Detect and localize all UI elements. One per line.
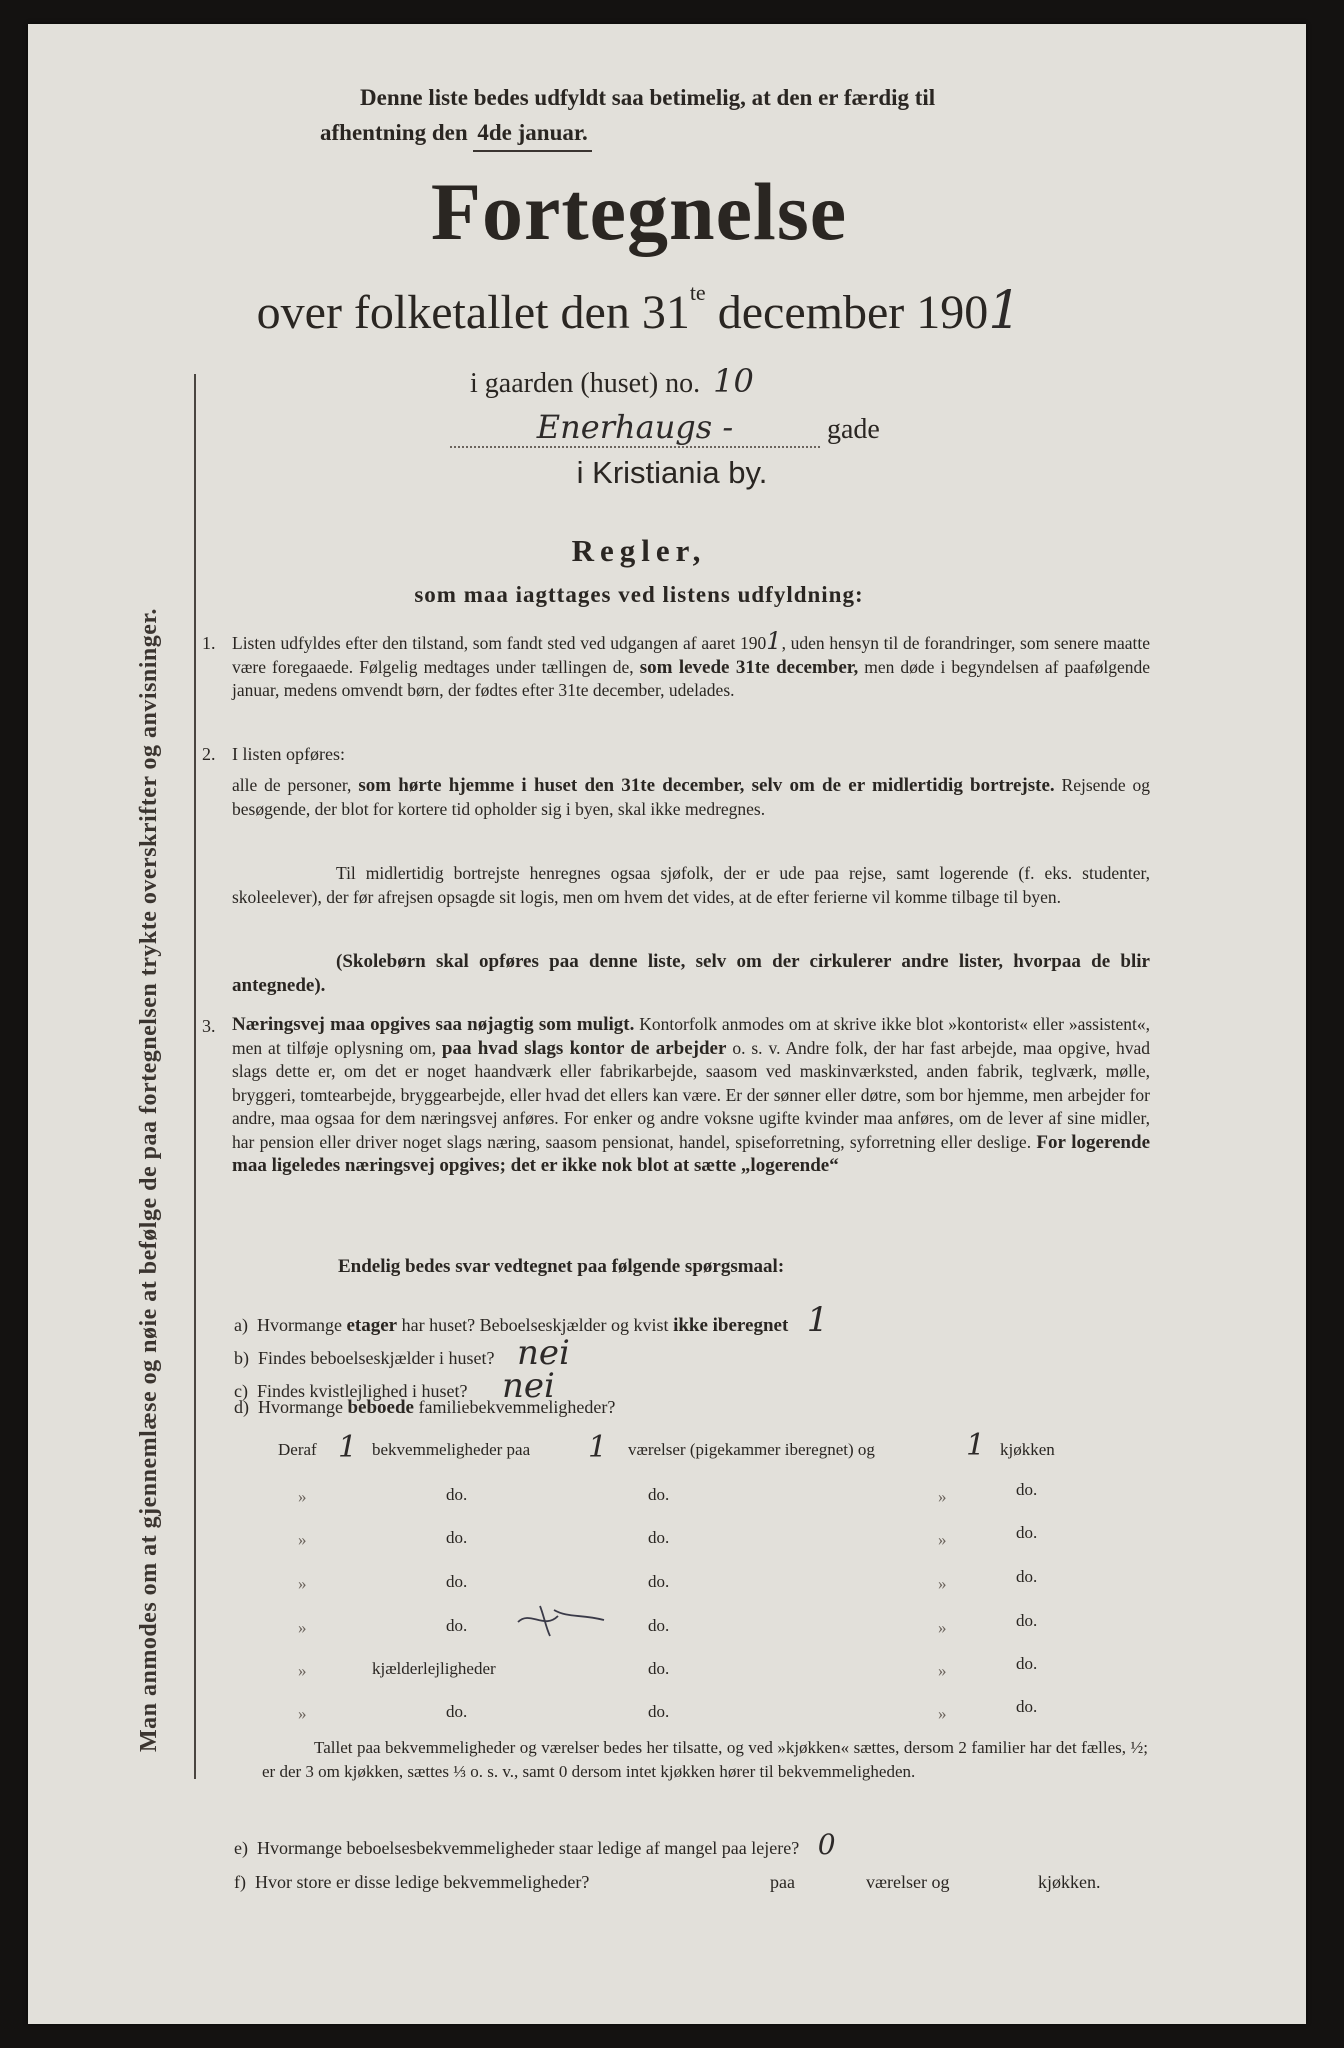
deraf-suffix: kjøkken <box>1000 1440 1055 1459</box>
row-5-col-a: kjælderlejligheder <box>372 1659 496 1678</box>
deraf-mid-2: værelser (pigekammer iberegnet) og <box>628 1440 875 1459</box>
question-f <box>234 1872 589 1893</box>
notice-line-2 <box>320 115 935 152</box>
row-1-ditto-mark-2: » <box>938 1487 947 1506</box>
question-d-t1: Hvormange <box>258 1397 343 1417</box>
handwritten-house-number: 10 <box>713 362 754 400</box>
question-f-label: f) <box>234 1872 246 1892</box>
address-street <box>450 408 880 448</box>
rule-1-number: 1. <box>202 633 216 653</box>
notice-line-1: Denne liste bedes udfyldt saa betimelig, at den er færdig til <box>360 85 936 110</box>
question-d-bold: beboede <box>347 1397 414 1418</box>
question-c-text: Findes kvistlejlighed i huset? <box>256 1381 468 1401</box>
page-title: Fortegnelse <box>430 166 848 257</box>
rule-3-number: 3. <box>202 1016 216 1036</box>
row-1-col-a: do. <box>446 1485 468 1504</box>
rule-1-text <box>232 627 1151 703</box>
page-subtitle <box>0 280 1278 341</box>
question-a-t2: har huset? Beboelseskjælder og kvist <box>401 1315 669 1335</box>
scribble-mark <box>510 1600 610 1640</box>
notice-date: 4de januar. <box>473 115 591 152</box>
question-d <box>234 1397 615 1419</box>
rule-2-number: 2. <box>202 744 216 764</box>
question-f-text: Hvor store er disse ledige bekvemmeligheder? <box>255 1872 590 1892</box>
handwritten-year-rule-1: 1 <box>766 627 782 655</box>
address-gaarden <box>470 362 754 400</box>
rules-heading: Regler, <box>571 533 707 568</box>
row-1-ditto-mark: » <box>298 1487 307 1506</box>
answer-c-handwritten: nei <box>501 1366 555 1406</box>
deraf-n1-handwritten: 1 <box>338 1430 358 1465</box>
deraf-prefix: Deraf <box>278 1440 317 1459</box>
deadline-notice <box>320 80 935 152</box>
questions-intro: Endelig bedes svar vedtegnet paa følgende spørgsmaal: <box>338 1256 785 1277</box>
row-3-ditto-mark-2: » <box>938 1574 947 1593</box>
rule-2-para-3: (Skolebørn skal opføres paa denne liste, selv om der cirkulerer andre lister, hvorpaa de blir antegnede). <box>232 951 1150 996</box>
row-3-col-a: do. <box>446 1572 468 1591</box>
question-a-t1: Hvormange <box>256 1315 342 1335</box>
rule-2-t2: Rejsende og besøgende, der blot for kortere tid opholder sig i byen, skal ikke medregnes. <box>232 775 1151 819</box>
row-6-col-b: do. <box>648 1702 670 1721</box>
gade-label: gade <box>827 414 880 445</box>
deraf-mid-1: bekvemmeligheder paa <box>372 1440 531 1459</box>
row-5-ditto-mark: » <box>298 1661 307 1680</box>
notice-prefix: afhentning den <box>320 120 468 145</box>
rule-3-bold-2: paa hvad slags kontor de arbejder <box>441 1037 727 1059</box>
question-f-vaer: værelser og <box>866 1872 950 1892</box>
row-5-col-d: do. <box>1016 1654 1038 1673</box>
question-a-bold: etager <box>346 1315 398 1336</box>
row-6-col-a: do. <box>446 1702 468 1721</box>
deraf-n2-handwritten: 1 <box>588 1430 608 1465</box>
row-3-ditto-mark: » <box>298 1574 307 1593</box>
handwritten-street: Enerhaugs - <box>450 408 820 448</box>
answer-b-handwritten: nei <box>516 1333 570 1373</box>
question-e <box>234 1828 836 1861</box>
question-e-label: e) <box>234 1838 248 1858</box>
row-6-col-d: do. <box>1016 1697 1038 1716</box>
question-f-kj: kjøkken. <box>1038 1872 1101 1892</box>
question-a-bold-2: ikke iberegnet <box>673 1315 789 1336</box>
handwritten-year: 1 <box>988 281 1022 341</box>
subtitle-sup: te <box>689 280 706 305</box>
row-4-col-a: do. <box>446 1616 468 1635</box>
rule-3-bold-1: Næringsvej maa opgives saa nøjagtig som muligt. <box>232 1014 635 1035</box>
rule-2-t1: alle de personer, <box>232 775 352 795</box>
row-5-col-b: do. <box>648 1659 670 1678</box>
rule-1-t1: Listen udfyldes efter den tilstand, som fandt sted ved udgangen af aaret 190 <box>232 633 767 653</box>
row-4-col-b: do. <box>648 1616 670 1635</box>
rule-3-t1: Kontorfolk anmodes om at skrive ikke blot »kontorist« eller »assistent«, men at tilføje oplysning om, <box>232 1014 1150 1058</box>
answer-e-handwritten: 0 <box>817 1828 836 1861</box>
side-instruction: Man anmodes om at gjennemlæse og nøie at befølge de paa fortegnelsen trykte overskrifter og anvisninger. <box>136 608 162 1752</box>
subtitle-prefix: over folketallet den 31 <box>256 286 690 339</box>
question-c-label: c) <box>234 1381 248 1401</box>
row-1-col-d: do. <box>1016 1480 1038 1499</box>
row-2-col-b: do. <box>648 1528 670 1547</box>
kitchen-note: Tallet paa bekvemmeligheder og værelser bedes her tilsatte, og ved »kjøkken« sættes, dersom 2 familier har det fælles, ½; er der 3 om kjøkken, sættes ⅓ o. s. v., samt 0 dersom intet kjøkken hører til bekvemmeligheden. <box>262 1738 1148 1781</box>
city-line: i Kristiania by. <box>576 455 768 490</box>
rule-3-bold-3: For logerende maa ligeledes næringsvej opgives; det er ikke nok blot at sætte „logerende“ <box>232 1131 1150 1176</box>
rule-1-bold: som levede 31te december, <box>639 656 859 678</box>
rule-1-t2: , uden hensyn til de forandringer, som senere maatte være foregaaede. Følgelig medtages under tællingen de, <box>232 633 1150 677</box>
row-6-ditto-mark: » <box>298 1704 307 1723</box>
rule-3-t2: o. s. v. Andre folk, der har fast arbejde, maa opgive, hvad slags dette er, om det er noget haandværk eller fabrikarbejde, saasom ved maskinværksted, anden fabrik, teglværk, mølle, bryggeri, tomtearbejde, bryggearbejde, eller hvad det ellers kan være. Er der sønner eller døtre, som bor hjemme, men arbejder for andre, maa ogsaa for dem næringsvej anføres. For enker og andre voksne ugifte kvinder maa anføres, om de lever af sine midler, har pension eller driver noget slags næring, saasom pensionat, handel, spiseforretning, syforretning eller deslige. <box>232 1037 1151 1152</box>
row-2-col-d: do. <box>1016 1523 1038 1542</box>
deraf-n3-handwritten: 1 <box>966 1428 986 1463</box>
rule-2-head: I listen opføres: <box>232 744 345 764</box>
row-2-col-a: do. <box>446 1528 468 1547</box>
question-b-text: Findes beboelseskjælder i huset? <box>258 1348 495 1368</box>
question-d-t2: familiebekvemmeligheder? <box>418 1397 616 1417</box>
rule-2-text <box>232 774 1150 821</box>
row-3-col-d: do. <box>1016 1567 1038 1586</box>
question-a-label: a) <box>234 1315 248 1335</box>
row-4-ditto-mark-2: » <box>938 1618 947 1637</box>
row-4-col-d: do. <box>1016 1611 1038 1630</box>
question-e-text: Hvormange beboelsesbekvemmeligheder staar ledige af mangel paa lejere? <box>256 1838 800 1858</box>
rules-subheading: som maa iagttages ved listens udfyldning: <box>414 582 864 607</box>
row-3-col-b: do. <box>648 1572 670 1591</box>
answer-a-handwritten: 1 <box>806 1300 829 1340</box>
question-f-paa: paa <box>770 1872 795 1892</box>
row-2-ditto-mark: » <box>298 1530 307 1549</box>
question-b-label: b) <box>234 1348 249 1368</box>
row-2-ditto-mark-2: » <box>938 1530 947 1549</box>
row-4-ditto-mark: » <box>298 1618 307 1637</box>
rule-3-text <box>232 1013 1150 1178</box>
rule-2-bold: som hørte hjemme i huset den 31te december, selv om de er midlertidig bortrejste. <box>358 775 1055 796</box>
rule-2-para-2: Til midlertidig bortrejste henregnes ogsaa sjøfolk, der er ude paa rejse, samt logerende (f. eks. studenter, skoleelever), der før afrejsen opsagde sit logis, men om hvem det vides, at de efter ferierne vil komme tilbage til byen. <box>232 863 1150 907</box>
row-5-ditto-mark-2: » <box>938 1661 947 1680</box>
question-d-label: d) <box>234 1397 249 1417</box>
rule-1-t3: men døde i begyndelsen af paafølgende januar, medens omvendt børn, der fødtes efter 31te december, udelades. <box>232 656 1151 700</box>
row-6-ditto-mark-2: » <box>938 1704 947 1723</box>
row-1-col-b: do. <box>648 1485 670 1504</box>
subtitle-middle: december 190 <box>705 286 989 339</box>
gaarden-label: i gaarden (huset) no. <box>470 368 701 399</box>
